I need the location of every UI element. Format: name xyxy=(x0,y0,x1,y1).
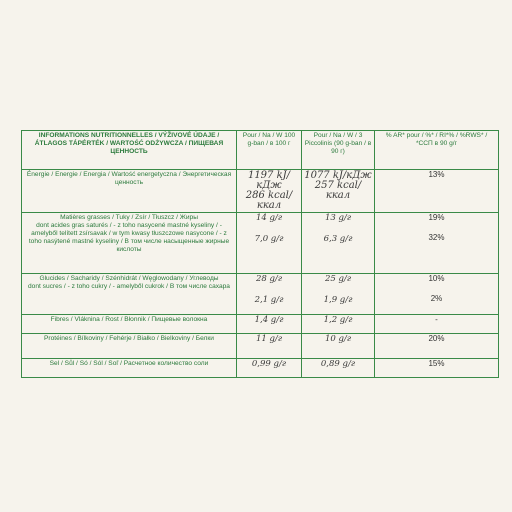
header-reference-intake: % AR* pour / %* / RI*% / %RWS* / *ССП в 90 g/г xyxy=(375,131,499,170)
energy-per100 xyxy=(237,170,302,213)
protein-per90-cell xyxy=(302,334,375,359)
saturates-ri: 32% xyxy=(428,233,445,242)
header-per-portion: Pour / Na / W / 3 Piccolinis (90 g-ban / в 90 г) xyxy=(302,131,375,170)
fibre-per90: 1,2 g/г xyxy=(323,315,353,325)
fat-ri-cell xyxy=(375,213,499,274)
carb-per90: 25 g/г xyxy=(324,274,352,284)
table-row-fat xyxy=(22,213,499,274)
header-nutrition-info: INFORMATIONS NUTRITIONNELLES / VÝŽIVOVÉ ÚDAJE / ÁTLAGOS TÁPÉRTÉK / WARTOŚĆ ODŻYWCZA / ПИЩЕВАЯ ЦЕННОСТЬ xyxy=(22,131,237,170)
nutrition-table xyxy=(21,130,499,378)
fibre-ri: - xyxy=(435,315,438,324)
table-header-row xyxy=(22,131,499,170)
table-row-energy xyxy=(22,170,499,213)
protein-per100: 11 g/г xyxy=(255,334,283,344)
fat-per90: 13 g/г xyxy=(324,213,352,223)
saturates-per90: 6,3 g/г xyxy=(323,234,353,244)
energy-per90 xyxy=(302,170,375,213)
table-row-salt xyxy=(22,359,499,378)
energy-ri xyxy=(375,170,499,213)
salt-per90: 0,89 g/г xyxy=(320,359,356,369)
salt-per100-cell xyxy=(237,359,302,378)
salt-label: Sel / Sůl / Só / Sól / Soľ / Расчетное количество соли xyxy=(22,359,237,378)
table-row-carbohydrates xyxy=(22,274,499,315)
energy-ri-value: 13% xyxy=(428,170,445,179)
table-row-fibre xyxy=(22,315,499,334)
fibre-per100-cell xyxy=(237,315,302,334)
carb-ri-cell xyxy=(375,274,499,315)
salt-ri: 15% xyxy=(428,359,445,368)
energy-per100-kcal: 286 kcal/ккал xyxy=(245,190,293,211)
fibre-per90-cell xyxy=(302,315,375,334)
protein-per90: 10 g/г xyxy=(324,334,352,344)
sugars-label: dont sucres / - z toho cukry / - amelyből cukrok / В том числе сахара xyxy=(28,283,230,290)
carb-label: Glucides / Sacharidy / Szénhidrát / Węglowodany / Углеводы xyxy=(39,275,219,282)
fibre-label: Fibres / Vláknina / Rost / Błonnik / Пищевые волокна xyxy=(22,315,237,334)
protein-label: Protéines / Bílkoviny / Fehérje / Białko / Bielkoviny / Белки xyxy=(22,334,237,359)
salt-per90-cell xyxy=(302,359,375,378)
salt-ri-cell xyxy=(375,359,499,378)
table-row-protein xyxy=(22,334,499,359)
energy-per90-kcal: 257 kcal/ккал xyxy=(314,180,362,201)
sugars-ri: 2% xyxy=(430,294,443,303)
saturates-label: dont acides gras saturés / - z toho nasycené mastné kyseliny / - amelyből telített zsírsavak / w tym kwasy tłuszczowe nasycone / - z toho nasýtené mastné kyseliny / В том числе насыщенные жирные кислоты xyxy=(28,222,230,253)
saturates-per100: 7,0 g/г xyxy=(254,234,284,244)
fat-cell xyxy=(22,213,237,274)
protein-ri-cell xyxy=(375,334,499,359)
sugars-per90: 1,9 g/г xyxy=(323,295,353,305)
carb-ri: 10% xyxy=(428,274,445,283)
fibre-ri-cell xyxy=(375,315,499,334)
energy-per90-kj: 1077 kJ/кДж xyxy=(304,170,372,181)
fibre-per100: 1,4 g/г xyxy=(254,315,284,325)
energy-per100-kj: 1197 kJ/кДж xyxy=(247,170,291,191)
fat-per100: 14 g/г xyxy=(255,213,283,223)
protein-ri: 20% xyxy=(428,334,445,343)
fat-per90-cell xyxy=(302,213,375,274)
fat-per100-cell xyxy=(237,213,302,274)
fat-label: Matières grasses / Tuky / Zsír / Tłuszcz / Жиры xyxy=(60,214,198,221)
carb-cell xyxy=(22,274,237,315)
energy-label: Énergie / Energie / Energia / Wartość energetyczna / Энергетическая ценность xyxy=(22,170,237,213)
sugars-per100: 2,1 g/г xyxy=(254,295,284,305)
carb-per100-cell xyxy=(237,274,302,315)
carb-per100: 28 g/г xyxy=(255,274,283,284)
salt-per100: 0,99 g/г xyxy=(251,359,287,369)
header-per-100g: Pour / Na / W 100 g-ban / в 100 г xyxy=(237,131,302,170)
fat-ri: 19% xyxy=(428,213,445,222)
protein-per100-cell xyxy=(237,334,302,359)
carb-per90-cell xyxy=(302,274,375,315)
